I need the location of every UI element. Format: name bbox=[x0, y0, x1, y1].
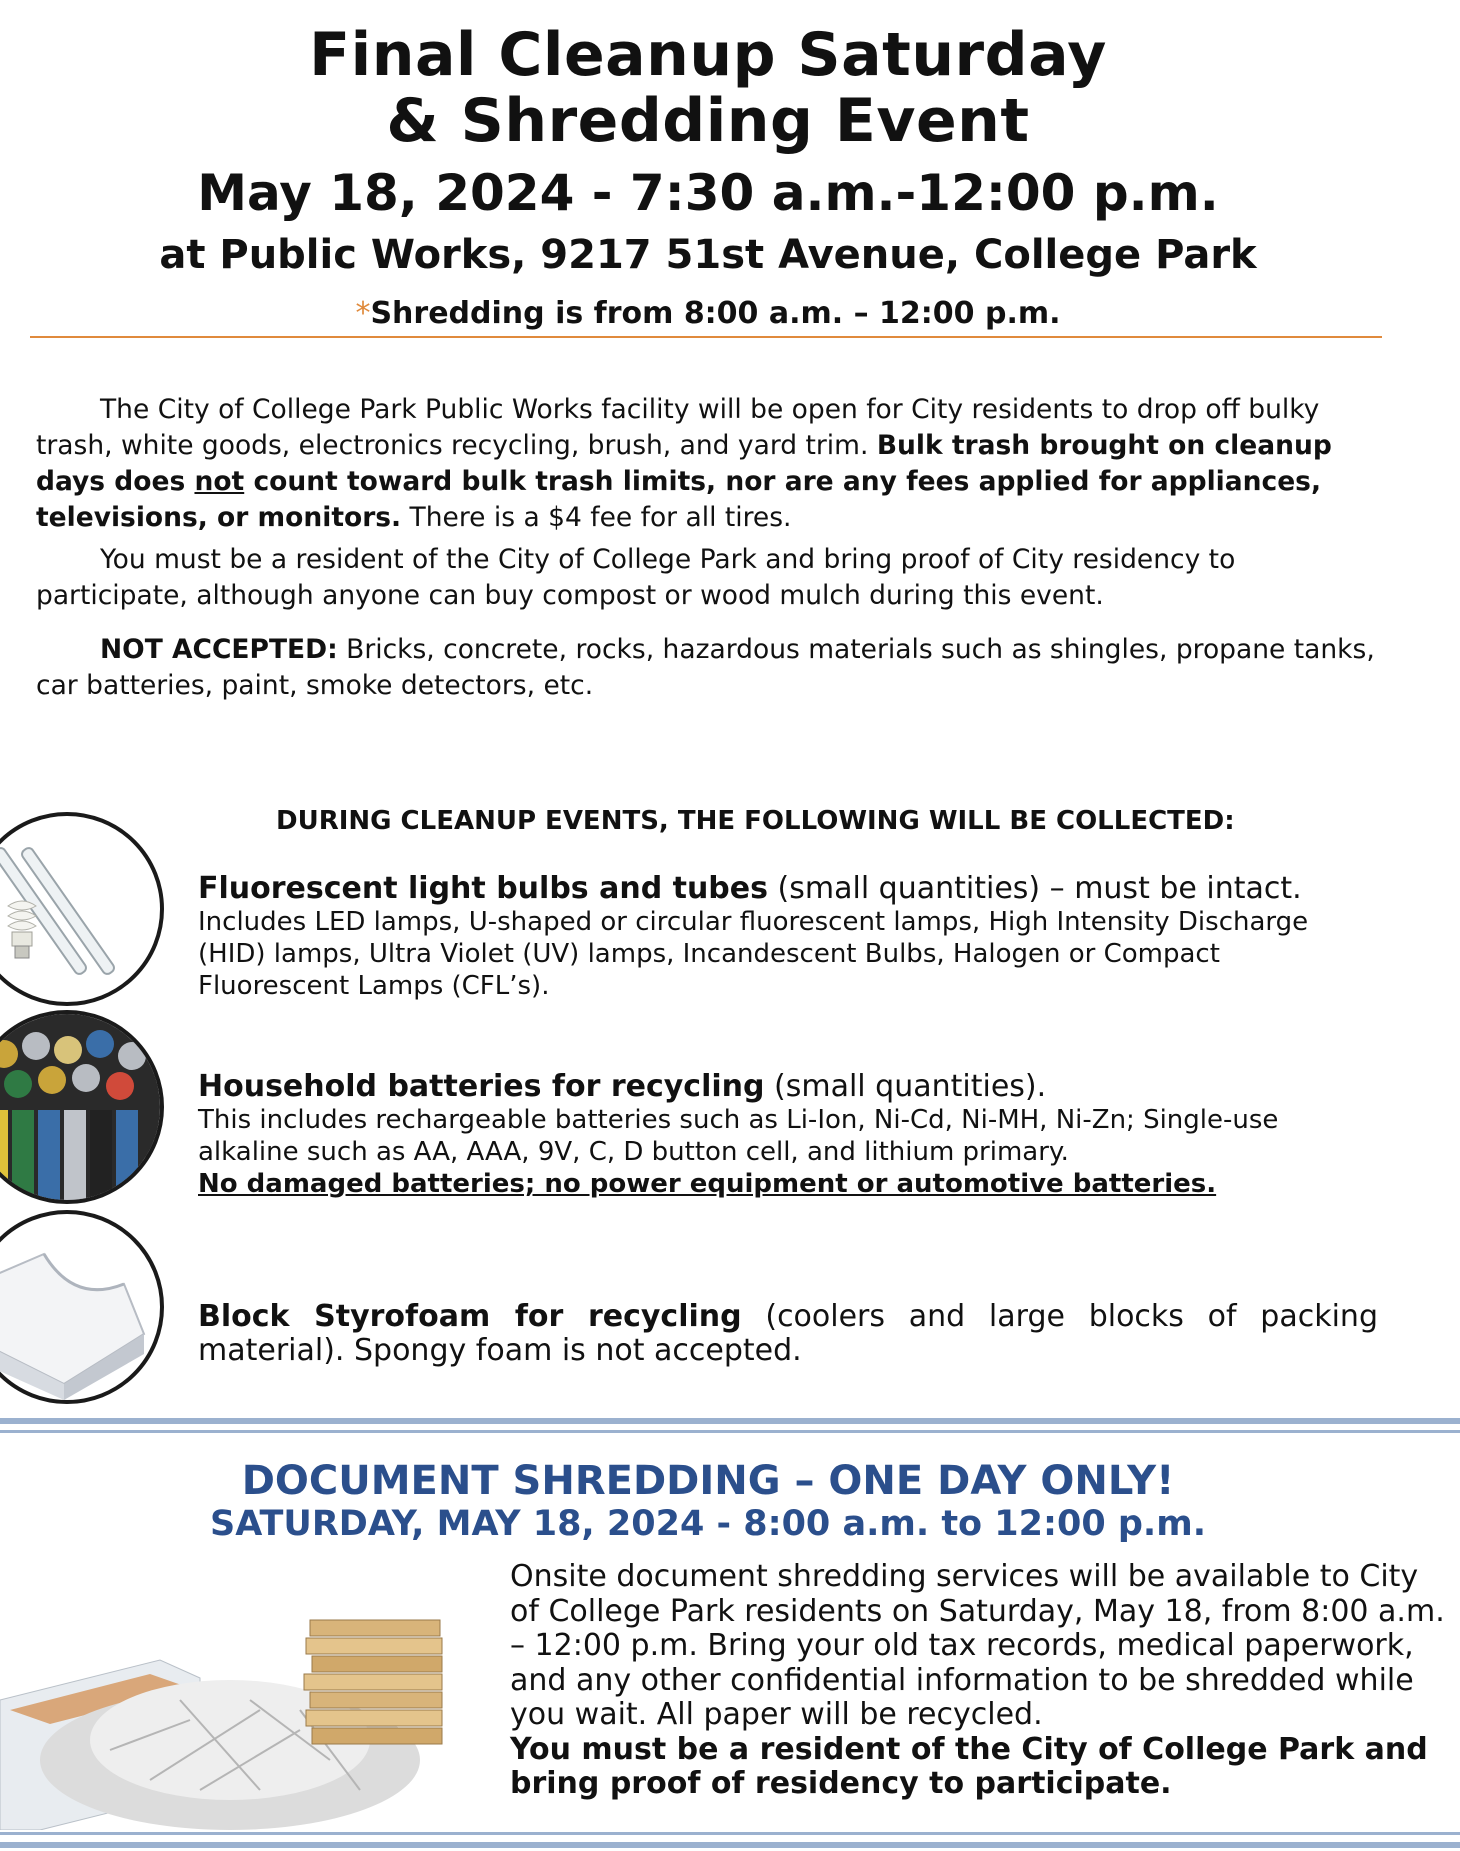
item-title: Household batteries for recycling bbox=[198, 1069, 765, 1104]
not-accepted-text: Bricks, concrete, rocks, hazardous materials such as shingles, propane tanks, car batteries, paint, smoke detectors, etc. bbox=[36, 634, 1375, 701]
item-title: Block Styrofoam for recycling bbox=[198, 1299, 742, 1334]
shredding-heading: DOCUMENT SHREDDING – ONE DAY ONLY! bbox=[241, 1458, 1175, 1504]
item-detail: This includes rechargeable batteries such as Li-Ion, Ni-Cd, Ni-MH, Ni-Zn; Single-use alkaline such as AA, AAA, 9V, C, D button cell, and lithium primary. bbox=[198, 1105, 1279, 1167]
collected-item-styrofoam bbox=[198, 1300, 1378, 1368]
shredding-residency-requirement: You must be a resident of the City of College Park and bring proof of residency to participate. bbox=[510, 1731, 1428, 1801]
collected-item-light-bulbs bbox=[198, 872, 1378, 1002]
shredding-hours-note bbox=[0, 296, 1416, 331]
footer-divider bbox=[0, 1832, 1460, 1835]
intro-paragraph-1 bbox=[36, 392, 1376, 536]
styrofoam-icon bbox=[0, 1210, 164, 1404]
shredding-hours-text: Shredding is from 8:00 a.m. – 12:00 p.m. bbox=[370, 296, 1061, 331]
section-divider bbox=[0, 1430, 1460, 1433]
event-date-time: May 18, 2024 - 7:30 a.m.-12:00 p.m. bbox=[197, 164, 1219, 222]
not-emphasis: not bbox=[194, 466, 245, 497]
item-qualifier: (coolers and large blocks of packing material). Spongy foam is not accepted. bbox=[198, 1299, 1378, 1368]
intro-text: The City of College Park Public Works facility will be open for City residents to drop off bulky trash, white goods, electronics recycling, brush, and yard trim. bbox=[36, 394, 1320, 461]
not-accepted-label: NOT ACCEPTED: bbox=[100, 634, 338, 665]
shredding-body-text: Onsite document shredding services will be available to City of College Park residents on Saturday, May 18, from 8:00 a.m. – 12:00 p.m. Bring your old tax records, medical paperwork, and any other confidential information to be shredded while you wait. All paper will be recycled. bbox=[510, 1559, 1445, 1732]
shredded-paper-image bbox=[0, 1590, 500, 1830]
residency-text: You must be a resident of the City of College Park and bring proof of City residency to participate, although anyone can buy compost or wood mulch during this event. bbox=[36, 544, 1236, 611]
section-divider bbox=[0, 1418, 1460, 1424]
bulk-trash-note-b: count toward bulk trash limits, nor are any fees applied for appliances, televisions, or monitors. bbox=[36, 466, 1322, 533]
collected-heading: DURING CLEANUP EVENTS, THE FOLLOWING WILL BE COLLECTED: bbox=[276, 806, 1235, 836]
title-line-1: Final Cleanup Saturday bbox=[309, 20, 1107, 90]
shredding-date: SATURDAY, MAY 18, 2024 - 8:00 a.m. to 12:00 p.m. bbox=[209, 1504, 1206, 1544]
bulk-trash-note-a: Bulk trash brought on cleanup days does bbox=[36, 430, 1332, 497]
item-qualifier: (small quantities) – must be intact. bbox=[768, 871, 1302, 906]
title-line-2: & Shredding Event bbox=[386, 86, 1030, 156]
header-divider bbox=[30, 336, 1382, 338]
collected-item-batteries bbox=[198, 1070, 1378, 1200]
not-accepted-paragraph bbox=[36, 632, 1376, 704]
batteries-icon bbox=[0, 1010, 164, 1204]
item-detail: Includes LED lamps, U-shaped or circular fluorescent lamps, High Intensity Discharge (HID) lamps, Ultra Violet (UV) lamps, Incandescent Bulbs, Halogen or Compact Fluorescent Lamps (CFL’s). bbox=[198, 907, 1309, 1001]
item-title: Fluorescent light bulbs and tubes bbox=[198, 871, 768, 906]
battery-warning: No damaged batteries; no power equipment or automotive batteries. bbox=[198, 1169, 1217, 1199]
event-location: at Public Works, 9217 51st Avenue, College Park bbox=[159, 232, 1257, 278]
item-qualifier: (small quantities). bbox=[764, 1069, 1047, 1104]
intro-paragraph-2 bbox=[36, 542, 1376, 614]
shredding-description bbox=[510, 1560, 1450, 1802]
tire-fee-note: There is a $4 fee for all tires. bbox=[401, 502, 792, 533]
light-bulb-icon bbox=[0, 812, 164, 1006]
footer-divider bbox=[0, 1842, 1460, 1848]
asterisk: * bbox=[355, 296, 371, 331]
